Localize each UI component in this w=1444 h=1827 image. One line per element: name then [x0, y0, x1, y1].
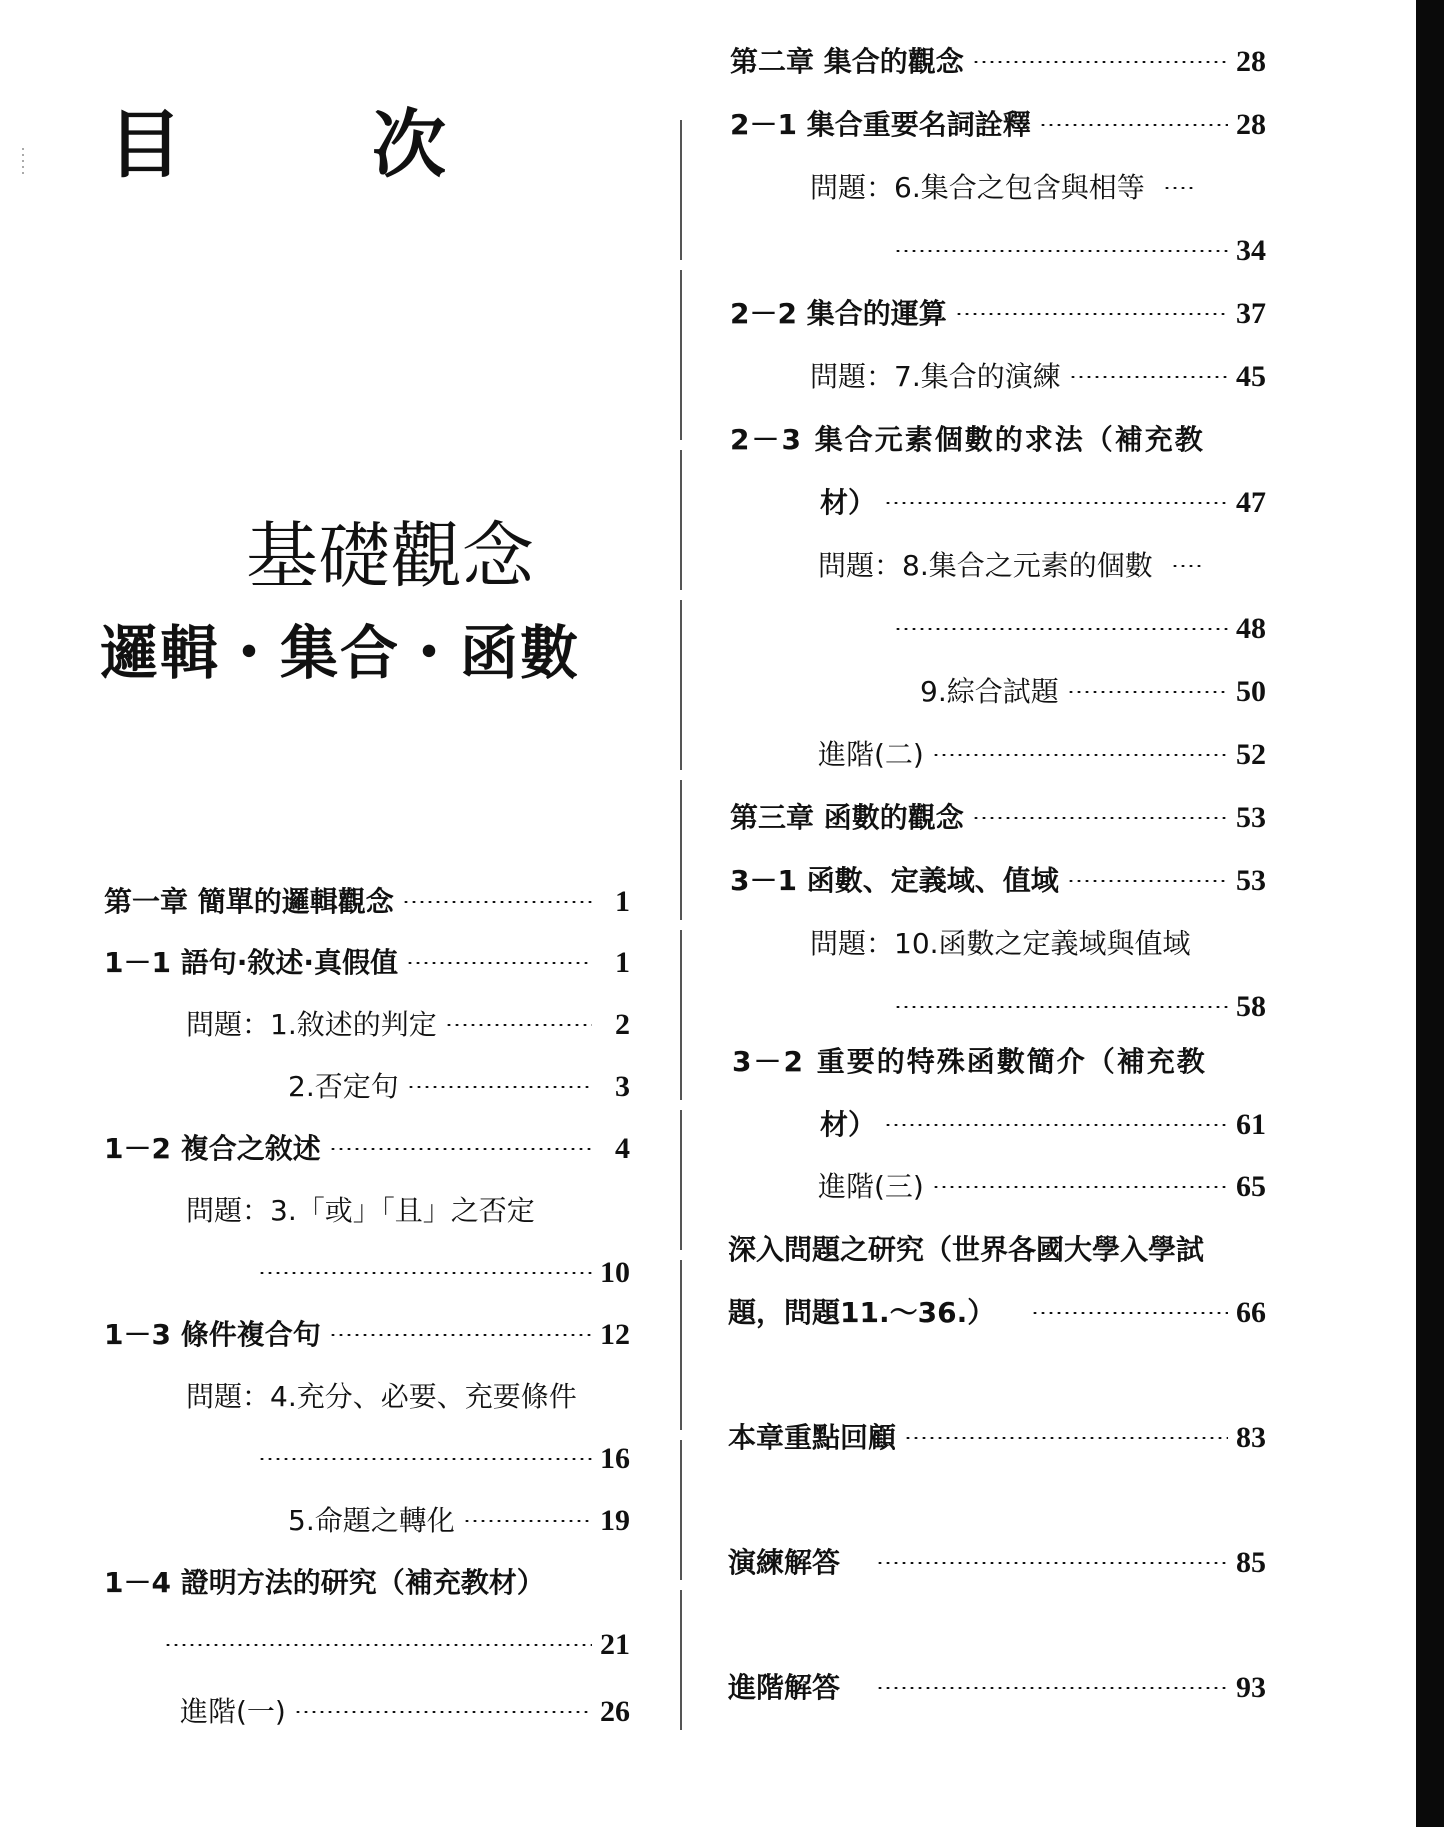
dot-leader [1039, 124, 1228, 126]
toc-page-number: 4 [615, 1132, 630, 1165]
dot-leader [884, 502, 1228, 504]
toc-page-number: 47 [1236, 486, 1266, 519]
toc-entry-chapter-1[interactable] [104, 880, 630, 924]
toc-entry-chapter-3[interactable] [730, 796, 1266, 840]
toc-label: 第三章 函數的觀念 [730, 801, 964, 834]
toc-page-number: 1 [615, 885, 630, 918]
dot-leader [402, 901, 592, 903]
toc-entry-section-3-1[interactable] [730, 859, 1266, 903]
toc-entry-review[interactable] [728, 1416, 1266, 1460]
toc-page-number: 58 [1236, 990, 1266, 1023]
toc-label: 問題：8.集合之元素的個數 [818, 549, 1153, 582]
toc-page-number: 37 [1236, 297, 1266, 330]
toc-page-number: 85 [1236, 1546, 1266, 1579]
toc-entry-problem-9[interactable] [920, 670, 1266, 714]
dot-leader [876, 1687, 1228, 1689]
dot-leader [329, 1148, 592, 1150]
toc-page-number: 52 [1236, 738, 1266, 771]
toc-entry-section-2-3-page[interactable] [820, 481, 1266, 525]
toc-entry-advanced-1[interactable] [180, 1690, 630, 1734]
toc-page-number: 53 [1236, 864, 1266, 897]
column-divider [680, 120, 682, 1730]
toc-label: 9.綜合試題 [920, 675, 1059, 708]
toc-page-number: 61 [1236, 1108, 1266, 1141]
toc-label: 進階解答 [728, 1671, 841, 1704]
toc-entry-section-1-4[interactable] [104, 1561, 630, 1605]
toc-label: 1－1 語句·敘述·真假值 [104, 946, 398, 979]
dot-leader [884, 1124, 1228, 1126]
toc-entry-problem-10-page[interactable] [886, 985, 1266, 1029]
toc-label: 題，問題11.～36.） [728, 1296, 996, 1329]
toc-entry-problem-1[interactable] [186, 1003, 630, 1047]
toc-label: 第二章 集合的觀念 [730, 45, 964, 78]
toc-label: 5.命題之轉化 [288, 1504, 455, 1537]
toc-label: 1－3 條件複合句 [104, 1318, 321, 1351]
toc-page-number: 2 [615, 1008, 630, 1041]
toc-page-number: 21 [600, 1628, 630, 1661]
toc-entry-problem-6[interactable] [810, 166, 1266, 210]
toc-page-number: 50 [1236, 675, 1266, 708]
dot-leader [1067, 691, 1228, 693]
toc-label: 進階(一) [180, 1695, 286, 1728]
toc-page-number: 83 [1236, 1421, 1266, 1454]
scan-artifact [22, 148, 24, 176]
toc-label: 深入問題之研究（世界各國大學入學試 [728, 1233, 1205, 1266]
dot-leader [1163, 187, 1195, 189]
toc-label: 問題：1.敘述的判定 [186, 1008, 437, 1041]
toc-entry-section-2-1[interactable] [730, 103, 1266, 147]
toc-page-number: 1 [615, 946, 630, 979]
dot-leader [1171, 565, 1203, 567]
toc-entry-problem-10[interactable] [810, 922, 1266, 966]
toc-label: 2.否定句 [288, 1070, 399, 1103]
dot-leader [904, 1437, 1228, 1439]
dot-leader [1031, 1312, 1228, 1314]
toc-label: 2－3 集合元素個數的求法（補充教 [730, 423, 1205, 456]
toc-label: 問題：3.「或」「且」之否定 [186, 1194, 535, 1227]
dot-leader [1069, 376, 1228, 378]
toc-label: 3－1 函數、定義域、值域 [730, 864, 1059, 897]
dot-leader [329, 1334, 592, 1336]
dot-leader [894, 250, 1228, 252]
toc-entry-problem-4-page[interactable] [250, 1437, 630, 1481]
toc-label: 2－1 集合重要名詞詮釋 [730, 108, 1031, 141]
toc-label: 材） [820, 486, 877, 519]
toc-entry-problem-5[interactable] [288, 1499, 630, 1543]
toc-entry-problem-2[interactable] [288, 1065, 630, 1109]
dot-leader [894, 1006, 1228, 1008]
dot-leader [972, 817, 1228, 819]
toc-entry-problem-8[interactable] [818, 544, 1266, 588]
toc-page-number: 93 [1236, 1671, 1266, 1704]
toc-page-number: 26 [600, 1695, 630, 1728]
page-title: 目 次 [108, 102, 504, 188]
toc-entry-section-2-2[interactable] [730, 292, 1266, 336]
toc-page-number: 28 [1236, 108, 1266, 141]
book-subtitle: 邏輯・集合・函數 [100, 619, 581, 687]
toc-page-number: 48 [1236, 612, 1266, 645]
dot-leader [463, 1520, 592, 1522]
toc-label: 演練解答 [728, 1546, 841, 1579]
toc-entry-in-depth-page[interactable] [728, 1291, 1266, 1335]
toc-entry-in-depth[interactable] [728, 1228, 1266, 1272]
toc-page-number: 3 [615, 1070, 630, 1103]
toc-entry-section-1-1[interactable] [104, 941, 630, 985]
toc-entry-section-1-3[interactable] [104, 1313, 630, 1357]
dot-leader [955, 313, 1228, 315]
toc-entry-exercise-answers[interactable] [728, 1541, 1266, 1585]
toc-entry-advanced-2[interactable] [818, 733, 1266, 777]
toc-entry-section-1-4-page[interactable] [156, 1623, 630, 1667]
toc-label: 第一章 簡單的邏輯觀念 [104, 885, 394, 918]
toc-label: 材） [820, 1108, 877, 1141]
dot-leader [294, 1711, 592, 1713]
toc-entry-section-2-3[interactable] [730, 418, 1266, 462]
dot-leader [1067, 880, 1228, 882]
dot-leader [932, 754, 1228, 756]
toc-entry-advanced-3[interactable] [818, 1165, 1266, 1209]
toc-label: 問題：7.集合的演練 [810, 360, 1061, 393]
toc-label: 本章重點回顧 [728, 1421, 897, 1454]
toc-entry-problem-8-page[interactable] [886, 607, 1266, 651]
toc-entry-problem-3-page[interactable] [250, 1251, 630, 1295]
toc-label: 問題：4.充分、必要、充要條件 [186, 1380, 577, 1413]
toc-entry-problem-6-page[interactable] [886, 229, 1266, 273]
toc-entry-advanced-answers[interactable] [728, 1666, 1266, 1710]
toc-entry-problem-7[interactable] [810, 355, 1266, 399]
toc-page-number: 53 [1236, 801, 1266, 834]
toc-entry-problem-3[interactable] [186, 1189, 630, 1233]
toc-entry-chapter-2[interactable] [730, 40, 1266, 84]
toc-label: 問題：10.函數之定義域與值域 [810, 927, 1191, 960]
toc-label: 進階(三) [818, 1170, 924, 1203]
toc-entry-section-3-2-page[interactable] [820, 1103, 1266, 1147]
toc-page-number: 45 [1236, 360, 1266, 393]
toc-entry-problem-4[interactable] [186, 1375, 630, 1419]
toc-page-number: 66 [1236, 1296, 1266, 1329]
toc-page-number: 19 [600, 1504, 630, 1537]
toc-label: 2－2 集合的運算 [730, 297, 947, 330]
dot-leader [894, 628, 1228, 630]
dot-leader [258, 1458, 592, 1460]
dot-leader [932, 1186, 1228, 1188]
dot-leader [972, 61, 1228, 63]
dot-leader [258, 1272, 592, 1274]
toc-page-number: 65 [1236, 1170, 1266, 1203]
toc-entry-section-1-2[interactable] [104, 1127, 630, 1171]
toc-label: 3－2 重要的特殊函數簡介（補充教 [732, 1045, 1207, 1078]
toc-page-number: 16 [600, 1442, 630, 1475]
toc-page-number: 28 [1236, 45, 1266, 78]
book-title: 基礎觀念 [245, 514, 534, 598]
dot-leader [876, 1562, 1228, 1564]
dot-leader [407, 1086, 592, 1088]
toc-page-number: 12 [600, 1318, 630, 1351]
toc-entry-section-3-2[interactable] [732, 1040, 1266, 1084]
toc-page-number: 10 [600, 1256, 630, 1289]
dot-leader [406, 962, 592, 964]
dot-leader [164, 1644, 592, 1646]
toc-label: 1－2 複合之敘述 [104, 1132, 321, 1165]
toc-label: 1－4 證明方法的研究（補充教材） [104, 1566, 545, 1599]
toc-label: 進階(二) [818, 738, 924, 771]
toc-page-number: 34 [1236, 234, 1266, 267]
toc-label: 問題：6.集合之包含與相等 [810, 171, 1145, 204]
scan-edge-bar [1416, 0, 1444, 1827]
dot-leader [445, 1024, 592, 1026]
